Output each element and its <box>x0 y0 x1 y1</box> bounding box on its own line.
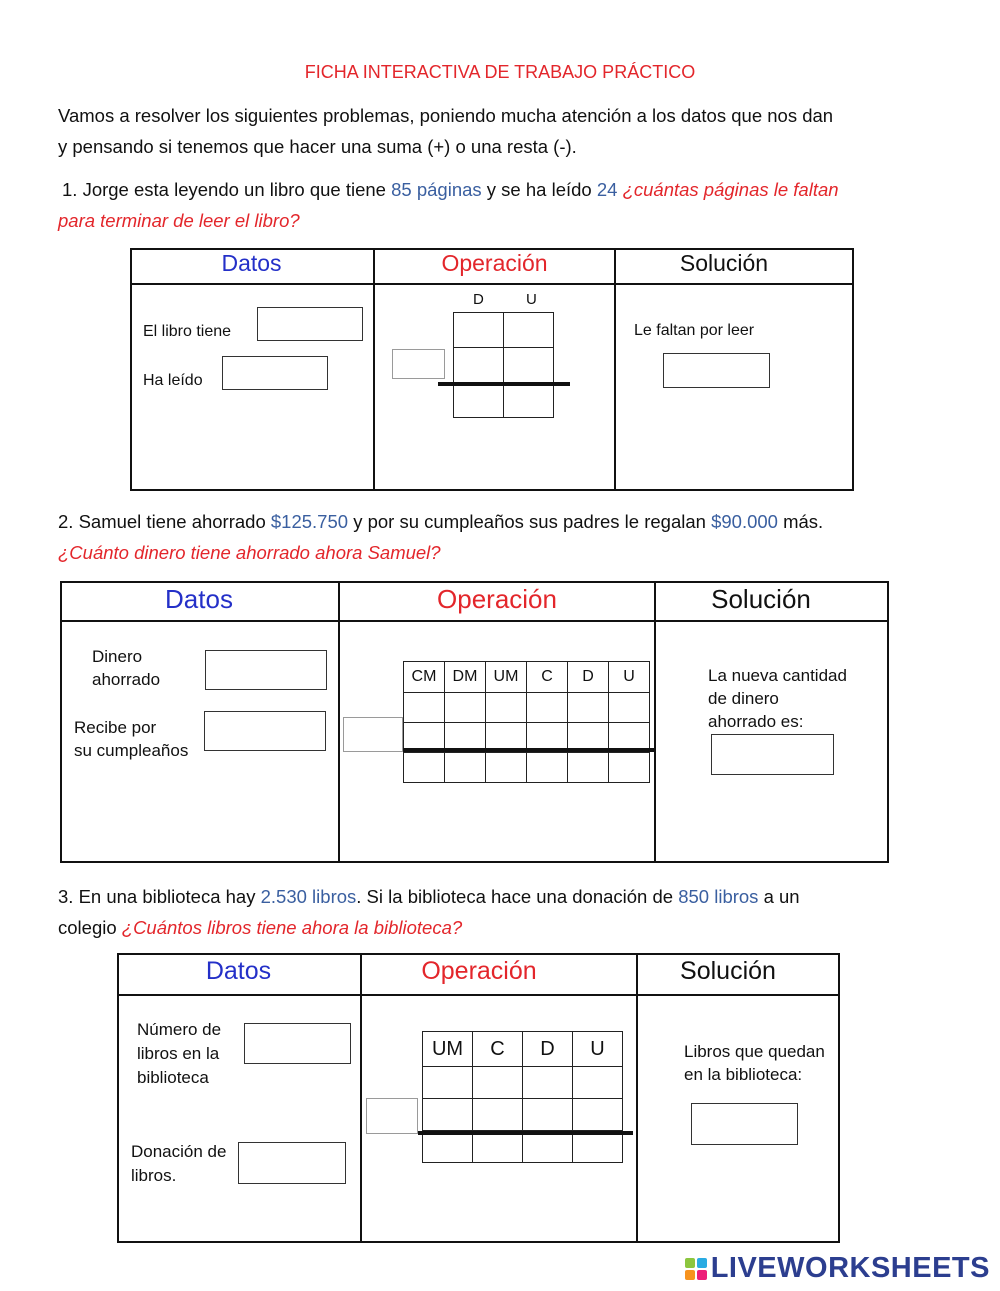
digit-cell[interactable] <box>423 1131 473 1163</box>
label-faltan: Le faltan por leer <box>634 322 755 339</box>
digit-cell[interactable] <box>486 693 527 723</box>
divider <box>360 953 362 1243</box>
label-libros-quedan <box>684 1040 825 1086</box>
problem1-value-read: 24 <box>596 179 618 200</box>
divider <box>117 994 840 996</box>
operacion-header: Operación <box>441 250 548 276</box>
label-line: en la biblioteca: <box>684 1065 803 1084</box>
column-header: CM <box>404 662 445 693</box>
answer-input-books[interactable] <box>244 1023 351 1064</box>
digit-cell[interactable] <box>573 1131 623 1163</box>
logo-icon <box>685 1258 707 1280</box>
label-line: ahorrado <box>92 670 161 689</box>
label-numero-libros <box>137 1018 221 1090</box>
label-line: ahorrado es: <box>708 712 804 731</box>
divider <box>654 581 656 863</box>
digit-cell[interactable] <box>523 1099 573 1131</box>
operator-input[interactable] <box>392 349 445 379</box>
digit-cell[interactable] <box>573 1099 623 1131</box>
problem2-text: 2. Samuel tiene ahorrado <box>58 511 271 532</box>
label-recibe <box>74 716 188 762</box>
label-line: libros. <box>131 1166 177 1185</box>
operacion-header: Operación <box>437 584 557 614</box>
label-line: de dinero <box>708 689 779 708</box>
label-libro-tiene: El libro tiene <box>143 323 232 340</box>
problem1-value-pages: 85 páginas <box>391 179 482 200</box>
intro-line-1: Vamos a resolver los siguientes problemas, poniendo mucha atención a los datos que nos dan <box>58 105 834 126</box>
problem1-question: ¿cuántas páginas le faltan <box>622 179 839 200</box>
problem2-question: ¿Cuánto dinero tiene ahorrado ahora Samuel? <box>58 542 441 563</box>
intro-line-2: y pensando si tenemos que hacer una suma (+) o una resta (-). <box>58 136 577 157</box>
digit-cell[interactable] <box>404 693 445 723</box>
problem2-statement <box>58 506 948 568</box>
operator-input[interactable] <box>343 717 403 752</box>
digit-cell[interactable] <box>454 383 504 418</box>
digit-cell[interactable] <box>573 1067 623 1099</box>
problem1-text2: y se ha leído <box>481 179 597 200</box>
problem1-question-2: para terminar de leer el libro? <box>58 210 300 231</box>
problem3-value-donation: 850 libros <box>678 886 759 907</box>
digit-cell[interactable] <box>454 313 504 348</box>
answer-input-donation[interactable] <box>238 1142 346 1184</box>
problem3-statement <box>58 881 948 943</box>
operation-line <box>438 382 570 386</box>
column-header: UM <box>486 662 527 693</box>
digit-cell[interactable] <box>445 753 486 783</box>
solucion-header: Solución <box>680 957 776 985</box>
label-line: Dinero <box>92 647 143 666</box>
label-nueva-cantidad <box>708 664 847 733</box>
datos-header: Datos <box>205 957 272 985</box>
problem3-text2: . Si la biblioteca hace una donación de <box>356 886 679 907</box>
digit-cell[interactable] <box>504 383 554 418</box>
digit-cell[interactable] <box>523 1067 573 1099</box>
digit-cell[interactable] <box>568 693 609 723</box>
label-ha-leido: Ha leído <box>143 372 203 389</box>
operation-line <box>418 1131 633 1135</box>
column-header: C <box>473 1032 523 1067</box>
answer-input-saved[interactable] <box>205 650 327 690</box>
solution-input[interactable] <box>711 734 834 775</box>
digit-cell[interactable] <box>609 693 650 723</box>
operation-grid <box>403 661 650 783</box>
label-line: Donación de <box>131 1142 227 1161</box>
digit-cell[interactable] <box>473 1067 523 1099</box>
problem2-value-gift: $90.000 <box>711 511 778 532</box>
datos-header: Datos <box>165 584 233 614</box>
digit-cell[interactable] <box>473 1099 523 1131</box>
column-header: C <box>527 662 568 693</box>
label-donacion <box>131 1140 226 1188</box>
problem2-value-saved: $125.750 <box>270 511 349 532</box>
digit-cell[interactable] <box>423 1067 473 1099</box>
problem2-text2: y por su cumpleaños sus padres le regalan <box>348 511 712 532</box>
liveworksheets-logo <box>685 1252 990 1285</box>
answer-input-gift[interactable] <box>204 711 326 751</box>
intro-text <box>58 100 948 162</box>
solucion-header: Solución <box>711 584 811 614</box>
digit-cell[interactable] <box>423 1099 473 1131</box>
column-header: D <box>523 1032 573 1067</box>
operacion-header: Operación <box>421 957 537 985</box>
problem1-text: 1. Jorge esta leyendo un libro que tiene <box>62 179 392 200</box>
digit-cell[interactable] <box>404 753 445 783</box>
problem3-question: ¿Cuántos libros tiene ahora la biblioteca? <box>121 917 463 938</box>
digit-cell[interactable] <box>504 348 554 383</box>
column-header: U <box>609 662 650 693</box>
label-line: Número de <box>137 1020 222 1039</box>
divider <box>60 620 889 622</box>
answer-input-read[interactable] <box>222 356 328 390</box>
column-header: UM <box>423 1032 473 1067</box>
solucion-header: Solución <box>679 250 769 276</box>
column-header: U <box>573 1032 623 1067</box>
digit-cell[interactable] <box>445 693 486 723</box>
problem3-text: 3. En una biblioteca hay <box>58 886 261 907</box>
divider <box>130 283 854 285</box>
problem3-value-books: 2.530 libros <box>260 886 357 907</box>
column-header: DM <box>445 662 486 693</box>
operation-grid <box>453 312 554 418</box>
label-line: biblioteca <box>137 1068 209 1087</box>
divider <box>338 581 340 863</box>
label-line: su cumpleaños <box>74 741 189 760</box>
digit-cell[interactable] <box>454 348 504 383</box>
digit-cell[interactable] <box>486 753 527 783</box>
label-line: La nueva cantidad <box>708 666 847 685</box>
problem1-statement <box>58 174 952 236</box>
divider <box>636 953 638 1243</box>
digit-cell[interactable] <box>568 753 609 783</box>
label-line: libros en la <box>137 1044 220 1063</box>
column-header: D <box>568 662 609 693</box>
problem3-text3: a un <box>758 886 800 907</box>
digit-cell[interactable] <box>523 1131 573 1163</box>
digit-cell[interactable] <box>473 1131 523 1163</box>
problem3-text4: colegio <box>58 917 122 938</box>
column-label: U <box>526 291 537 308</box>
operator-input[interactable] <box>366 1098 418 1134</box>
label-line: Libros que quedan <box>684 1042 825 1061</box>
datos-header: Datos <box>221 250 282 276</box>
digit-cell[interactable] <box>504 313 554 348</box>
page-title: FICHA INTERACTIVA DE TRABAJO PRÁCTICO <box>304 62 696 82</box>
solution-input[interactable] <box>663 353 770 388</box>
operation-line <box>403 748 655 752</box>
problem2-text3: más. <box>777 511 824 532</box>
label-dinero-ahorrado <box>92 645 160 691</box>
solution-input[interactable] <box>691 1103 798 1145</box>
digit-cell[interactable] <box>527 753 568 783</box>
logo-text: LIVEWORKSHEETS <box>710 1252 990 1284</box>
digit-cell[interactable] <box>609 753 650 783</box>
operation-grid <box>422 1031 623 1163</box>
answer-input-pages[interactable] <box>257 307 363 341</box>
column-label: D <box>473 291 484 308</box>
label-line: Recibe por <box>74 718 157 737</box>
digit-cell[interactable] <box>527 693 568 723</box>
